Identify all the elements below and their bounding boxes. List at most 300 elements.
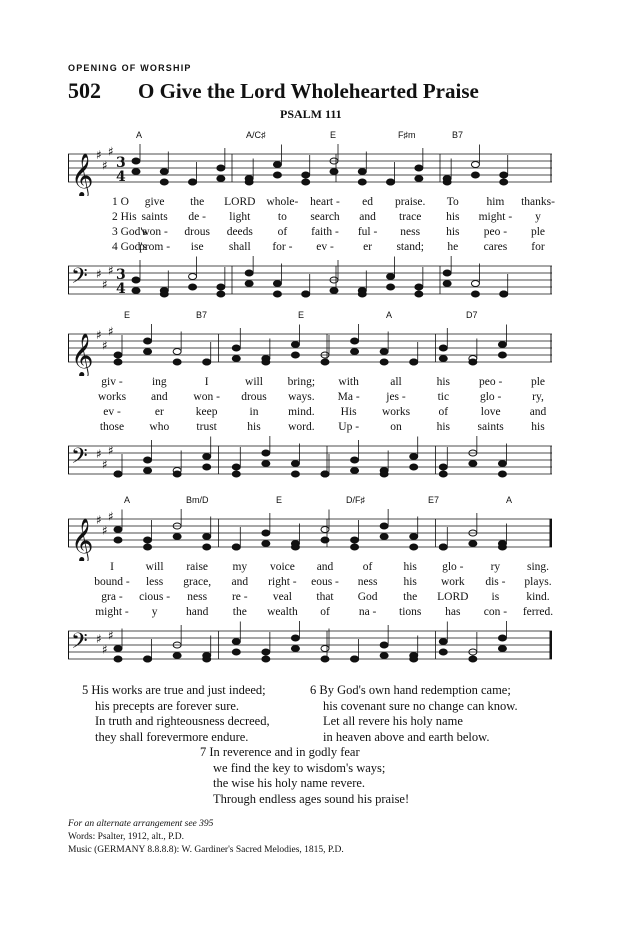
lyric-syllable: ev - xyxy=(103,406,121,418)
note-head xyxy=(500,172,508,178)
note-head xyxy=(132,277,140,283)
lyric-syllable: LORD xyxy=(224,196,256,208)
lyric-syllable: ness xyxy=(357,576,378,588)
sharp-icon: ♯ xyxy=(96,513,102,527)
chord: A xyxy=(506,495,513,505)
lyric-syllable: drous xyxy=(184,226,210,238)
lyric-syllable: his xyxy=(446,226,460,238)
music-system-2 xyxy=(68,310,552,488)
lyric-syllable: the xyxy=(232,606,247,618)
note-head xyxy=(144,457,152,463)
hymn-number: 502 xyxy=(68,78,101,103)
lyric-syllable: will xyxy=(145,561,164,573)
sharp-icon: ♯ xyxy=(102,277,108,292)
chord: A xyxy=(124,495,131,505)
lyric-syllable: I xyxy=(110,561,114,573)
lyrics-block xyxy=(68,561,552,621)
chord: A/C♯ xyxy=(246,130,266,140)
note-head xyxy=(144,544,152,550)
lyric-syllable: ways. xyxy=(288,391,315,403)
lyric-syllable: ed xyxy=(362,196,374,208)
stanza-line: Through endless ages sound his praise! xyxy=(213,791,410,806)
sharp-icon: ♯ xyxy=(108,324,114,339)
lyric-syllable: of xyxy=(438,406,449,418)
lyric-line xyxy=(68,376,552,391)
note-head xyxy=(380,642,388,648)
note-head xyxy=(114,656,122,662)
lyric-syllable: his xyxy=(436,376,451,388)
lyric-syllable: and xyxy=(359,211,376,223)
footnotes xyxy=(68,818,344,857)
stanza-line: in heaven above and earth below. xyxy=(323,729,490,744)
lyric-syllable: saints xyxy=(477,421,504,433)
lyric-syllable: giv - xyxy=(101,376,123,388)
sharp-icon: ♯ xyxy=(96,148,102,162)
chord: D7 xyxy=(466,310,478,320)
stanza-line: we find the key to wisdom's ways; xyxy=(213,760,386,775)
sharp-icon: ♯ xyxy=(102,642,108,657)
lyric-syllable: plays. xyxy=(524,576,552,588)
stanza-line: 6 By God's own hand redemption came; xyxy=(310,683,511,697)
time-signature: 3 xyxy=(116,267,126,283)
note-head xyxy=(232,345,240,351)
lyric-syllable: glo - xyxy=(442,561,464,573)
lyric-syllable: love xyxy=(480,406,501,418)
lyric-syllable: na - xyxy=(358,606,377,618)
note-head xyxy=(410,544,418,550)
note-head xyxy=(443,281,451,287)
lyric-syllable: prom - xyxy=(139,241,171,253)
lyric-line xyxy=(68,196,555,211)
stanza-line: his precepts are forever sure. xyxy=(95,698,240,713)
note-head xyxy=(498,635,506,641)
treble-staff xyxy=(68,144,552,196)
note-head xyxy=(203,534,211,540)
note-head xyxy=(302,291,310,297)
note-head xyxy=(262,461,270,467)
note-head xyxy=(262,649,270,655)
lyric-line xyxy=(68,226,552,241)
time-signature: 4 xyxy=(116,169,126,185)
note-head xyxy=(469,461,477,467)
lyric-syllable: ness xyxy=(187,591,208,603)
chord: E xyxy=(124,310,131,320)
lyric-syllable: all xyxy=(390,376,402,388)
note-head xyxy=(471,172,479,178)
alternate-note: For an alternate arrangement see 395 xyxy=(68,819,214,829)
lyric-syllable: cares xyxy=(483,241,508,253)
note-head xyxy=(245,179,253,185)
lyric-syllable: trust xyxy=(196,421,217,433)
chord-row xyxy=(68,130,552,144)
note-head xyxy=(380,359,388,365)
lyric-syllable: kind. xyxy=(526,591,550,603)
hymn-title: O Give the Lord Wholehearted Praise xyxy=(138,79,479,103)
sharp-icon: ♯ xyxy=(102,457,108,472)
note-head xyxy=(471,162,479,168)
lyric-syllable: tic xyxy=(437,391,450,403)
lyric-syllable: with xyxy=(338,376,359,388)
bass-staff xyxy=(68,256,552,308)
note-head xyxy=(380,349,388,355)
note-head xyxy=(114,646,122,652)
note-head xyxy=(173,359,181,365)
chord-row xyxy=(68,310,552,324)
lyric-syllable: peo - xyxy=(483,226,508,238)
stanza-line: the wise his holy name revere. xyxy=(213,776,366,790)
bass-clef-icon: 𝄢 xyxy=(71,264,88,294)
stanza-line: his covenant sure no change can know. xyxy=(323,698,518,713)
lyric-syllable: whole- xyxy=(266,196,299,208)
note-head xyxy=(144,338,152,344)
lyric-syllable: and xyxy=(316,561,334,573)
time-signature: 4 xyxy=(116,281,126,297)
lyric-syllable: de - xyxy=(188,211,206,223)
chord: E xyxy=(330,130,337,140)
lyric-syllable: search xyxy=(310,211,340,223)
chord: B7 xyxy=(196,310,208,320)
lyric-syllable: heart - xyxy=(310,196,340,208)
note-head xyxy=(351,537,359,543)
note-head xyxy=(351,338,359,344)
note-head xyxy=(114,352,122,358)
chord: Bm/D xyxy=(186,495,209,505)
lyric-syllable: his xyxy=(403,576,417,588)
lyric-syllable: ple xyxy=(530,376,546,388)
sharp-icon: ♯ xyxy=(102,158,108,173)
note-head xyxy=(189,274,197,280)
lyric-syllable: on xyxy=(390,421,402,433)
stanza-line: Let all revere his holy name xyxy=(323,714,463,728)
lyric-syllable: he xyxy=(447,241,459,253)
lyric-syllable: ing xyxy=(151,376,167,388)
lyric-line xyxy=(68,406,552,421)
sharp-icon: ♯ xyxy=(96,447,102,461)
music-credit: Music (GERMANY 8.8.8.8): W. Gardiner's Sacred Melodies, 1815, P.D. xyxy=(68,845,344,855)
note-head xyxy=(321,527,329,533)
note-head xyxy=(380,523,388,529)
lyric-syllable: er xyxy=(363,241,373,253)
lyric-syllable: ful - xyxy=(357,226,378,238)
note-head xyxy=(410,464,418,470)
note-head xyxy=(469,541,477,547)
note-head xyxy=(358,291,366,297)
lyric-syllable: work xyxy=(440,576,465,588)
lyric-syllable: His xyxy=(340,406,357,418)
note-head xyxy=(471,281,479,287)
stanza-6 xyxy=(310,683,518,745)
lyric-syllable: right - xyxy=(268,576,297,588)
lyric-syllable: of xyxy=(320,606,330,618)
note-head xyxy=(203,544,211,550)
lyric-syllable: word. xyxy=(288,421,315,433)
lyric-syllable: Ma - xyxy=(337,391,360,403)
sharp-icon: ♯ xyxy=(96,267,102,281)
note-head xyxy=(217,284,225,290)
note-head xyxy=(321,359,329,365)
bass-staff xyxy=(68,621,552,673)
note-head xyxy=(232,639,240,645)
lyric-syllable: works xyxy=(381,406,411,418)
lyric-syllable: deeds xyxy=(226,226,253,238)
lyric-syllable: won - xyxy=(141,226,168,238)
note-head xyxy=(291,342,299,348)
note-head xyxy=(471,291,479,297)
note-head xyxy=(203,359,211,365)
stanza-line: In truth and righteousness decreed, xyxy=(95,714,270,728)
section-label: OPENING OF WORSHIP xyxy=(68,63,192,73)
lyric-syllable: ry xyxy=(490,561,501,573)
lyric-line xyxy=(68,606,552,621)
lyric-syllable: won - xyxy=(193,391,220,403)
note-head xyxy=(114,537,122,543)
lyric-syllable: his xyxy=(403,561,417,573)
lyrics-block xyxy=(68,376,552,436)
bass-clef-icon: 𝄢 xyxy=(71,629,88,659)
lyric-line xyxy=(68,211,552,226)
lyric-syllable: for xyxy=(531,241,545,253)
note-head xyxy=(245,281,253,287)
sharp-icon: ♯ xyxy=(108,628,114,643)
lyric-syllable: that xyxy=(316,591,334,603)
lyric-syllable: 2 His xyxy=(112,211,137,223)
lyric-syllable: and xyxy=(529,406,547,418)
note-head xyxy=(500,179,508,185)
note-head xyxy=(351,656,359,662)
time-signature: 3 xyxy=(116,155,126,171)
lyric-syllable: mind. xyxy=(288,406,315,418)
note-head xyxy=(498,544,506,550)
lyric-syllable: shall xyxy=(228,241,251,253)
note-head xyxy=(410,656,418,662)
note-head xyxy=(351,544,359,550)
bass-staff xyxy=(68,436,552,488)
lyric-line xyxy=(68,241,552,256)
note-head xyxy=(114,359,122,365)
lyric-syllable: wealth xyxy=(267,606,298,618)
note-head xyxy=(291,471,299,477)
note-head xyxy=(203,454,211,460)
note-head xyxy=(410,534,418,540)
lyric-syllable: glo - xyxy=(479,391,502,403)
note-head xyxy=(498,342,506,348)
note-head xyxy=(232,544,240,550)
chord: E xyxy=(276,495,283,505)
lyric-syllable: cious - xyxy=(139,591,171,603)
chord: D/F♯ xyxy=(346,495,365,505)
note-head xyxy=(351,349,359,355)
music-system-1 xyxy=(68,130,555,308)
note-head xyxy=(321,537,329,543)
note-head xyxy=(203,656,211,662)
lyric-syllable: for - xyxy=(272,241,293,253)
note-head xyxy=(291,352,299,358)
note-head xyxy=(160,291,168,297)
chord: F♯m xyxy=(398,130,416,140)
note-head xyxy=(498,352,506,358)
lyric-syllable: LORD xyxy=(437,591,469,603)
note-head xyxy=(262,530,270,536)
lyric-syllable: might - xyxy=(478,211,513,223)
lyric-syllable: I xyxy=(204,376,209,388)
note-head xyxy=(173,534,181,540)
note-head xyxy=(160,169,168,175)
note-head xyxy=(217,165,225,171)
lyric-syllable: in xyxy=(249,406,259,418)
note-head xyxy=(439,345,447,351)
lyric-syllable: God xyxy=(357,591,378,603)
lyric-line xyxy=(68,591,552,606)
lyric-syllable: hand xyxy=(186,606,209,618)
treble-staff xyxy=(68,324,552,376)
note-head xyxy=(330,169,338,175)
note-head xyxy=(443,179,451,185)
note-head xyxy=(173,349,181,355)
note-head xyxy=(321,471,329,477)
lyric-syllable: veal xyxy=(272,591,292,603)
note-head xyxy=(144,537,152,543)
stanza-line: they shall forevermore endure. xyxy=(95,729,249,744)
lyric-syllable: eous - xyxy=(311,576,339,588)
note-head xyxy=(415,291,423,297)
bass-clef-icon: 𝄢 xyxy=(71,444,88,474)
stanza-5 xyxy=(82,683,270,745)
lyric-syllable: the xyxy=(190,196,205,208)
lyric-syllable: jes - xyxy=(386,391,406,403)
note-head xyxy=(302,172,310,178)
lyric-syllable: voice xyxy=(269,561,295,573)
note-head xyxy=(132,288,140,294)
lyric-line xyxy=(68,576,552,591)
lyric-syllable: stand; xyxy=(396,241,424,253)
lyric-syllable: 3 God's xyxy=(112,226,147,238)
treble-clef-icon: 𝄞 xyxy=(71,153,94,196)
note-head xyxy=(321,656,329,662)
note-head xyxy=(232,356,240,362)
lyric-syllable: those xyxy=(99,421,125,433)
lyric-line xyxy=(68,421,552,436)
note-head xyxy=(387,179,395,185)
note-head xyxy=(144,349,152,355)
note-head xyxy=(302,179,310,185)
lyric-syllable: the xyxy=(403,591,418,603)
lyric-syllable: ise xyxy=(190,241,204,253)
note-head xyxy=(262,450,270,456)
chord: B7 xyxy=(452,130,464,140)
note-head xyxy=(439,471,447,477)
lyric-syllable: dis - xyxy=(485,576,506,588)
note-head xyxy=(262,541,270,547)
lyric-syllable: will xyxy=(245,376,263,388)
note-head xyxy=(415,165,423,171)
chord-row xyxy=(68,495,552,509)
note-head xyxy=(144,656,152,662)
note-head xyxy=(439,356,447,362)
sharp-icon: ♯ xyxy=(96,328,102,342)
note-head xyxy=(245,270,253,276)
lyric-syllable: ry, xyxy=(532,391,544,403)
lyrics-block xyxy=(68,196,555,256)
chord: E7 xyxy=(428,495,440,505)
note-head xyxy=(189,179,197,185)
lyric-syllable: 1 O xyxy=(112,196,129,208)
lyric-syllable: peo - xyxy=(479,376,503,388)
lyric-line xyxy=(68,561,552,576)
lyric-line xyxy=(68,391,552,406)
lyric-syllable: who xyxy=(149,421,170,433)
note-head xyxy=(415,176,423,182)
lyric-syllable: keep xyxy=(195,406,218,418)
note-head xyxy=(351,457,359,463)
lyric-syllable: bring; xyxy=(287,376,316,388)
lyric-syllable: Up - xyxy=(338,421,360,433)
note-head xyxy=(132,169,140,175)
note-head xyxy=(415,284,423,290)
note-head xyxy=(291,646,299,652)
lyric-syllable: ness xyxy=(400,226,421,238)
lyric-syllable: his xyxy=(531,421,545,433)
note-head xyxy=(291,461,299,467)
lyric-syllable: ple xyxy=(530,226,546,238)
lyric-syllable: of xyxy=(277,226,288,238)
lyric-syllable: is xyxy=(491,591,500,603)
note-head xyxy=(469,359,477,365)
note-head xyxy=(114,527,122,533)
note-head xyxy=(439,544,447,550)
note-head xyxy=(321,646,329,652)
lyric-syllable: his xyxy=(436,421,451,433)
lyric-syllable: ferred. xyxy=(522,606,554,618)
sharp-icon: ♯ xyxy=(108,144,114,159)
note-head xyxy=(358,179,366,185)
note-head xyxy=(262,656,270,662)
lyric-syllable: 4 God's xyxy=(112,241,147,253)
psalm-reference: PSALM 111 xyxy=(280,107,342,121)
note-head xyxy=(380,534,388,540)
note-head xyxy=(291,544,299,550)
lyric-syllable: sing. xyxy=(526,561,550,573)
note-head xyxy=(173,653,181,659)
stanza-line: 7 In reverence and in godly fear xyxy=(200,745,360,759)
note-head xyxy=(273,281,281,287)
chord: E xyxy=(298,310,305,320)
note-head xyxy=(330,288,338,294)
lyric-syllable: y xyxy=(535,211,541,223)
note-head xyxy=(439,649,447,655)
lyric-syllable: ev - xyxy=(316,241,334,253)
note-head xyxy=(232,471,240,477)
lyric-syllable: my xyxy=(232,561,248,573)
note-head xyxy=(273,172,281,178)
note-head xyxy=(387,274,395,280)
note-head xyxy=(380,653,388,659)
lyric-syllable: er xyxy=(154,406,164,418)
note-head xyxy=(500,291,508,297)
note-head xyxy=(144,468,152,474)
note-head xyxy=(217,291,225,297)
note-head xyxy=(232,649,240,655)
note-head xyxy=(114,471,122,477)
note-head xyxy=(273,291,281,297)
lyric-syllable: y xyxy=(151,606,158,618)
sharp-icon: ♯ xyxy=(102,338,108,353)
lyric-syllable: of xyxy=(362,561,373,573)
note-head xyxy=(439,639,447,645)
note-head xyxy=(498,461,506,467)
lyric-syllable: bound - xyxy=(94,576,130,588)
note-head xyxy=(273,162,281,168)
lyric-syllable: drous xyxy=(241,391,267,403)
